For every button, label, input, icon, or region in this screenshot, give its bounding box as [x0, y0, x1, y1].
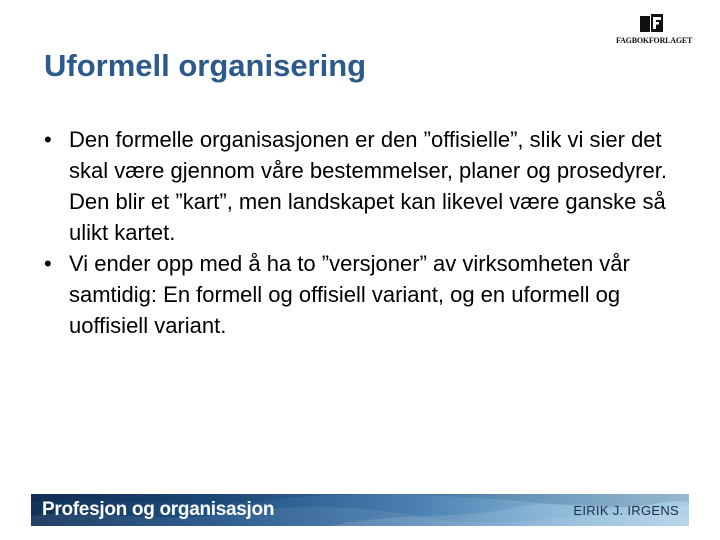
bullet-text: Vi ender opp med å ha to ”versjoner” av virksomheten vår samtidig: En formell og offisiell variant, og en uformell og uoffisiell variant. — [69, 251, 630, 338]
book-icon — [640, 14, 664, 34]
bullet-item — [44, 248, 684, 341]
footer-title: Profesjon og organisasjon — [42, 499, 275, 520]
logo-text: FAGBOKFORLAGET — [616, 36, 693, 45]
bullet-marker: • — [44, 127, 52, 152]
footer-banner — [31, 494, 689, 526]
bullet-list — [44, 124, 684, 341]
bullet-text: Den formelle organisasjonen er den ”offisielle”, slik vi sier det skal være gjennom våre bestemmelser, planer og prosedyrer. Den blir et ”kart”, men landskapet kan likevel være ganske så ulikt kartet. — [69, 127, 667, 245]
slide-title: Uformell organisering — [44, 48, 367, 83]
bullet-marker: • — [44, 251, 52, 276]
publisher-logo — [616, 14, 693, 48]
footer-author: EIRIK J. IRGENS — [573, 503, 679, 518]
bullet-item — [44, 124, 684, 248]
